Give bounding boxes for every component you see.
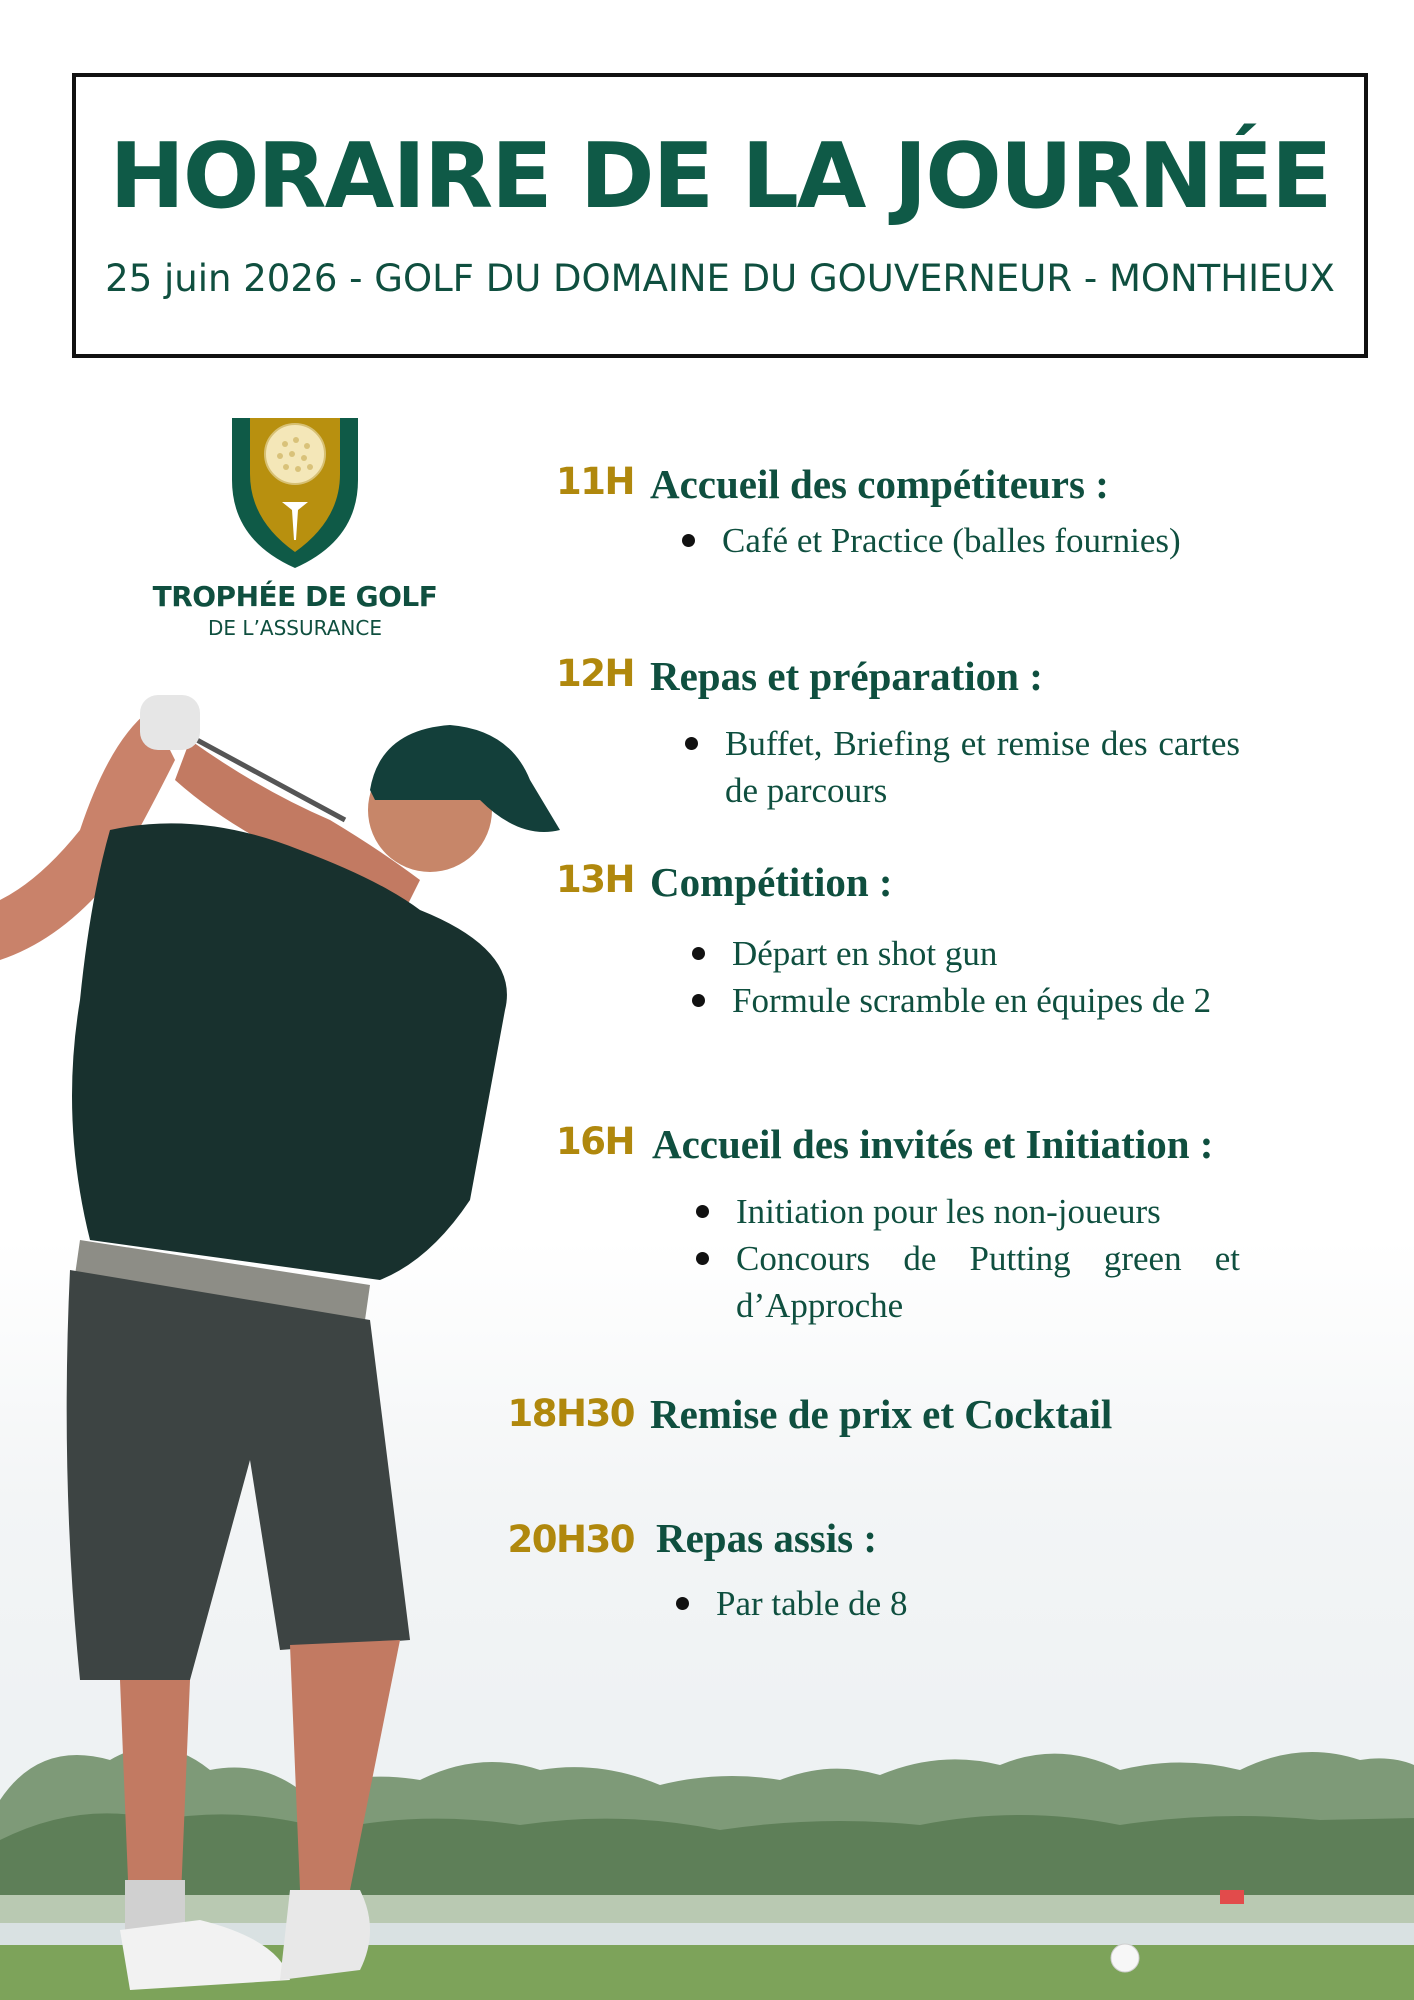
page-title: HORAIRE DE LA JOURNÉE [109, 124, 1331, 229]
slot-time: 18H30 [507, 1392, 634, 1435]
golfer-photo [0, 680, 560, 2000]
bullet-icon [692, 994, 705, 1007]
slot-items [722, 517, 1240, 564]
list-item: Départ en shot gun [732, 930, 1240, 977]
list-item: Concours de Putting green et d’Approche [736, 1235, 1240, 1329]
list-item: Café et Practice (balles fournies) [722, 517, 1240, 564]
bullet-icon [676, 1597, 689, 1610]
slot-title: Compétition : [650, 859, 893, 905]
bullet-icon [696, 1205, 709, 1218]
slot-title: Remise de prix et Cocktail [650, 1391, 1113, 1437]
list-item: Formule scramble en équipes de 2 [732, 977, 1240, 1024]
slot-time: 12H [556, 652, 634, 695]
slot-items [736, 1188, 1240, 1329]
slot-time: 16H [556, 1120, 634, 1163]
slot-title: Accueil des compétiteurs : [650, 461, 1109, 507]
slot-title: Repas assis : [656, 1515, 877, 1561]
slot-items [716, 1580, 1216, 1627]
bullet-icon [685, 737, 698, 750]
bullet-icon [692, 947, 705, 960]
header-box [72, 73, 1368, 358]
golf-ball-on-tee-shield-icon [230, 410, 360, 570]
slot-items [732, 930, 1240, 1024]
slot-items [725, 720, 1240, 814]
list-item: Buffet, Briefing et remise des cartes de parcours [725, 720, 1240, 814]
slot-title: Accueil des invités et Initiation : [652, 1121, 1214, 1167]
list-item: Par table de 8 [716, 1580, 1216, 1627]
logo-title: TROPHÉE DE GOLF [152, 580, 438, 613]
page-subtitle: 25 juin 2026 - GOLF DU DOMAINE DU GOUVERNEUR - MONTHIEUX [105, 257, 1335, 300]
list-item: Initiation pour les non-joueurs [736, 1188, 1240, 1235]
bullet-icon [696, 1252, 709, 1265]
trophy-logo [150, 410, 440, 650]
slot-time: 13H [556, 858, 634, 901]
slot-time: 20H30 [507, 1518, 634, 1561]
slot-title: Repas et préparation : [650, 653, 1043, 699]
logo-subtitle: DE L’ASSURANCE [208, 616, 382, 640]
bullet-icon [682, 534, 695, 547]
slot-time: 11H [556, 460, 634, 503]
